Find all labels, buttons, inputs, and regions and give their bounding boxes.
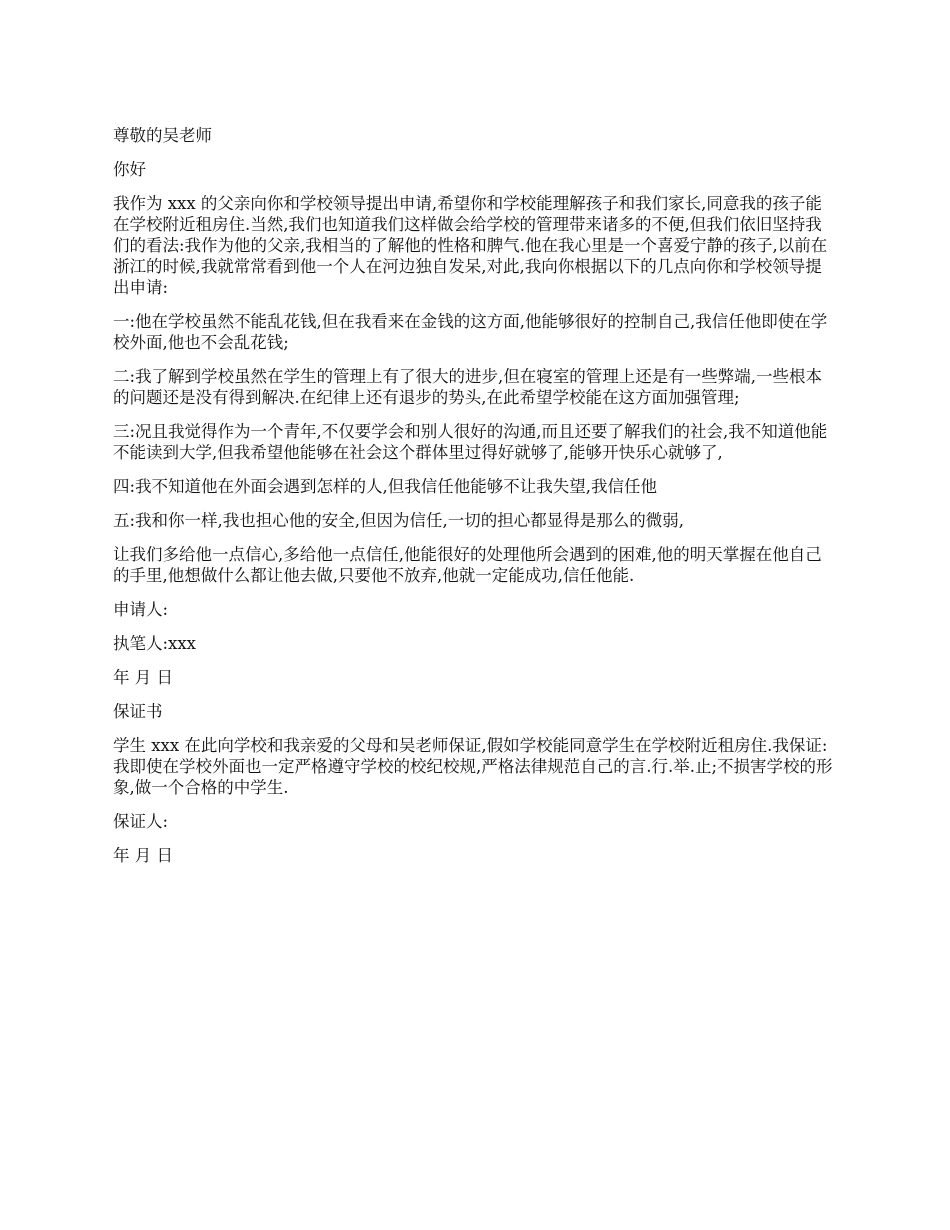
guarantee-date-line: 年 月 日 xyxy=(113,846,173,865)
salutation: 尊敬的吴老师 xyxy=(113,126,212,145)
body-paragraph-point-1: 一:他在学校虽然不能乱花钱,但在我看来在金钱的这方面,他能够很好的控制自己,我信任他即使在学校外面,他也不会乱花钱; xyxy=(113,312,828,352)
body-paragraph-point-5: 五:我和你一样,我也担心他的安全,但因为信任,一切的担心都显得是那么的微弱, xyxy=(113,511,685,530)
body-paragraph-point-2: 二:我了解到学校虽然在学生的管理上有了很大的进步,但在寝室的管理上还是有一些弊端,一些根本的问题还是没有得到解决.在纪律上还有退步的势头,在此希望学校能在这方面加强管理; xyxy=(113,367,823,407)
body-paragraph-intro: 我作为 xxx 的父亲向你和学校领导提出申请,希望你和学校能理解孩子和我们家长,同意我的孩子能在学校附近租房住.当然,我们也知道我们这样做会给学校的管理带来诸多的不便,但我们依旧坚持我们的看法:我作为他的父亲,我相当的了解他的性格和脾气.他在我心里是一个喜爱宁静的孩子,以前在浙江的时候,我就常常看到他一个人在河边独自发呆,对此,我向你根据以下的几点向你和学校领导提出申请: xyxy=(113,194,828,297)
guarantor-line: 保证人: xyxy=(113,812,169,831)
guarantee-paragraph: 学生 xxx 在此向学校和我亲爱的父母和吴老师保证,假如学校能同意学生在学校附近租房住.我保证:我即使在学校外面也一定严格遵守学校的校纪校规,严格法律规范自己的言.行.举.止;不损害学校的形象,做一个合格的中学生. xyxy=(113,736,833,797)
body-paragraph-closing: 让我们多给他一点信心,多给他一点信任,他能很好的处理他所会遇到的困难,他的明天掌握在他自己的手里,他想做什么都让他去做,只要他不放弃,他就一定能成功,信任他能. xyxy=(113,545,822,585)
writer-line: 执笔人:xxx xyxy=(113,634,196,653)
greeting: 你好 xyxy=(113,160,146,179)
date-line: 年 月 日 xyxy=(113,668,173,687)
body-paragraph-point-4: 四:我不知道他在外面会遇到怎样的人,但我信任他能够不让我失望,我信任他 xyxy=(113,477,658,496)
applicant-line: 申请人: xyxy=(113,600,169,619)
document-body xyxy=(113,125,838,879)
body-paragraph-point-3: 三:况且我觉得作为一个青年,不仅要学会和别人很好的沟通,而且还要了解我们的社会,我不知道他能不能读到大学,但我希望他能够在社会这个群体里过得好就够了,能够开快乐心就够了, xyxy=(113,422,828,462)
guarantee-title: 保证书 xyxy=(113,702,163,721)
